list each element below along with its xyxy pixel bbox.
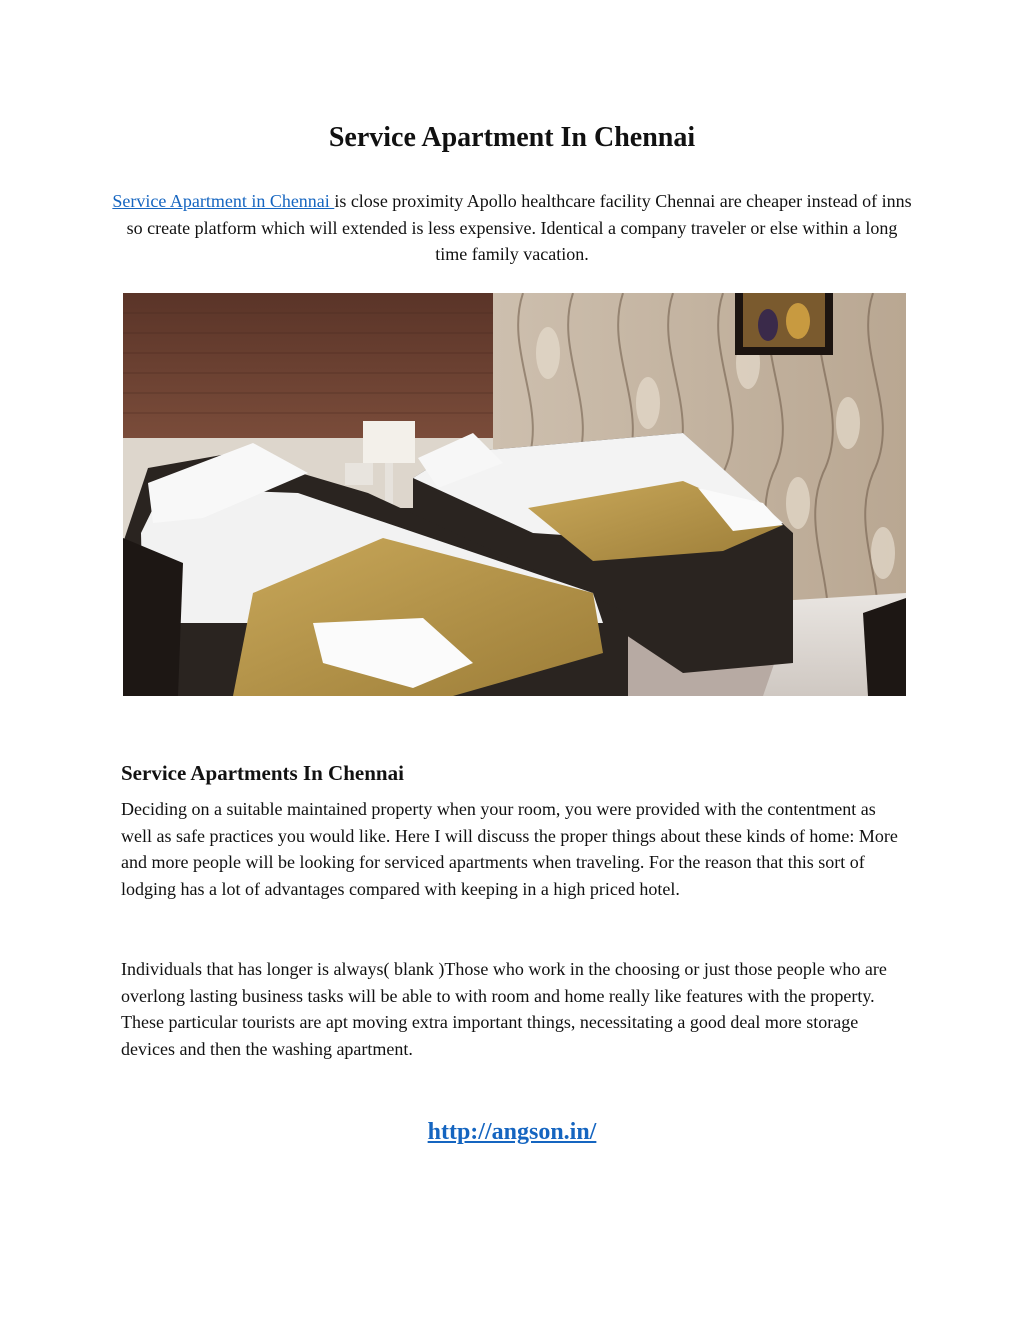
footer-link-container (0, 1114, 1024, 1150)
section-heading: Service Apartments In Chennai (121, 761, 404, 785)
section-paragraph-1: Deciding on a suitable maintained property when your room, you were provided with the contentment as well as safe practices you would like. Here I will discuss the proper things about these kinds of home: More and more people will be looking for serviced apartments when traveling. For the reason that this sort of lodging has a lot of advantages compared with keeping in a high priced hotel. (121, 799, 898, 899)
website-link[interactable]: http://angson.in/ (427, 1119, 597, 1145)
intro-paragraph (110, 188, 914, 268)
intro-link[interactable]: Service Apartment in Chennai (112, 191, 335, 211)
room-photo (123, 293, 906, 696)
section-paragraph-2: Individuals that has longer is always( blank )Those who work in the choosing or just those people who are overlong lasting business tasks will be able to with room and home really like features with the property. These particular tourists are apt moving extra important things, necessitating a good deal more storage devices and then the washing apartment. (121, 959, 887, 1059)
intro-text: is close proximity Apollo healthcare facility Chennai are cheaper instead of inns so create platform which will extended is less expensive. Identical a company traveler or else within a long time family vacation. (126, 191, 912, 264)
page-title: Service Apartment In Chennai (328, 122, 696, 153)
